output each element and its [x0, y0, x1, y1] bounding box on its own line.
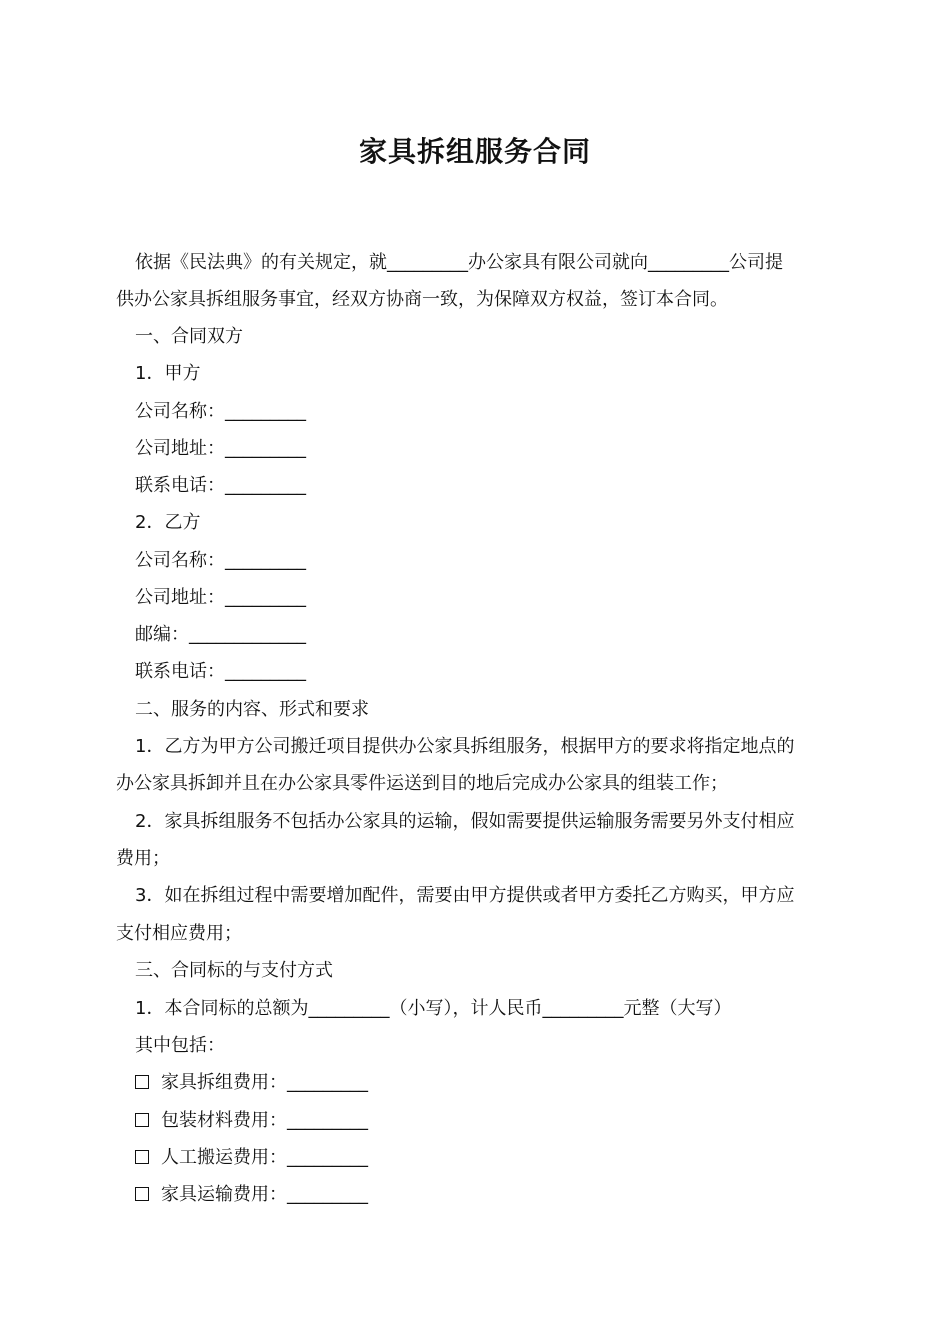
party-b-company-name: 公司名称：_________: [135, 550, 306, 571]
section-3-item-1: 1．本合同标的总额为_________（小写），计人民币_________元整（大写）: [135, 998, 732, 1019]
section-3-heading: 三、合同标的与支付方式: [135, 960, 333, 981]
party-a-company-address: 公司地址：_________: [135, 438, 306, 459]
section-2-item-2-line-2: 费用；: [116, 848, 170, 869]
party-b-phone: 联系电话：_________: [135, 661, 306, 682]
party-a-company-name: 公司名称：_________: [135, 401, 306, 422]
section-3-includes: 其中包括：: [135, 1035, 225, 1056]
section-2-item-3-line-1: 3．如在拆组过程中需要增加配件，需要由甲方提供或者甲方委托乙方购买，甲方应: [135, 885, 795, 906]
fee-row-disassembly: [135, 1070, 368, 1096]
document-title: 家具拆组服务合同: [358, 135, 591, 168]
section-2-item-2-line-1: 2．家具拆组服务不包括办公家具的运输，假如需要提供运输服务需要另外支付相应: [135, 811, 795, 832]
checkbox-icon[interactable]: [135, 1113, 149, 1127]
section-2-item-3-line-2: 支付相应费用；: [116, 923, 242, 944]
party-b-heading: 2．乙方: [135, 512, 201, 533]
fee-label: 家具拆组费用：_________: [161, 1072, 368, 1093]
fee-label: 家具运输费用：_________: [161, 1184, 368, 1205]
checkbox-icon[interactable]: [135, 1187, 149, 1201]
party-b-postcode: 邮编：_____________: [135, 624, 306, 645]
fee-label: 包装材料费用：_________: [161, 1110, 368, 1131]
fee-label: 人工搬运费用：_________: [161, 1147, 368, 1168]
section-1-heading: 一、合同双方: [135, 326, 243, 347]
fee-row-labor: [135, 1145, 368, 1171]
checkbox-icon[interactable]: [135, 1075, 149, 1089]
section-2-heading: 二、服务的内容、形式和要求: [135, 699, 369, 720]
party-a-heading: 1．甲方: [135, 363, 201, 384]
fee-row-transport: [135, 1182, 368, 1208]
section-2-item-1-line-2: 办公家具拆卸并且在办公家具零件运送到目的地后完成办公家具的组装工作；: [116, 773, 728, 794]
party-a-phone: 联系电话：_________: [135, 475, 306, 496]
checkbox-icon[interactable]: [135, 1150, 149, 1164]
party-b-company-address: 公司地址：_________: [135, 587, 306, 608]
intro-line-1: 依据《民法典》的有关规定，就_________办公家具有限公司就向_________公司提: [135, 252, 783, 273]
section-2-item-1-line-1: 1．乙方为甲方公司搬迁项目提供办公家具拆组服务，根据甲方的要求将指定地点的: [135, 736, 795, 757]
intro-line-2: 供办公家具拆组服务事宜，经双方协商一致，为保障双方权益，签订本合同。: [116, 289, 728, 310]
fee-row-packaging: [135, 1108, 368, 1134]
